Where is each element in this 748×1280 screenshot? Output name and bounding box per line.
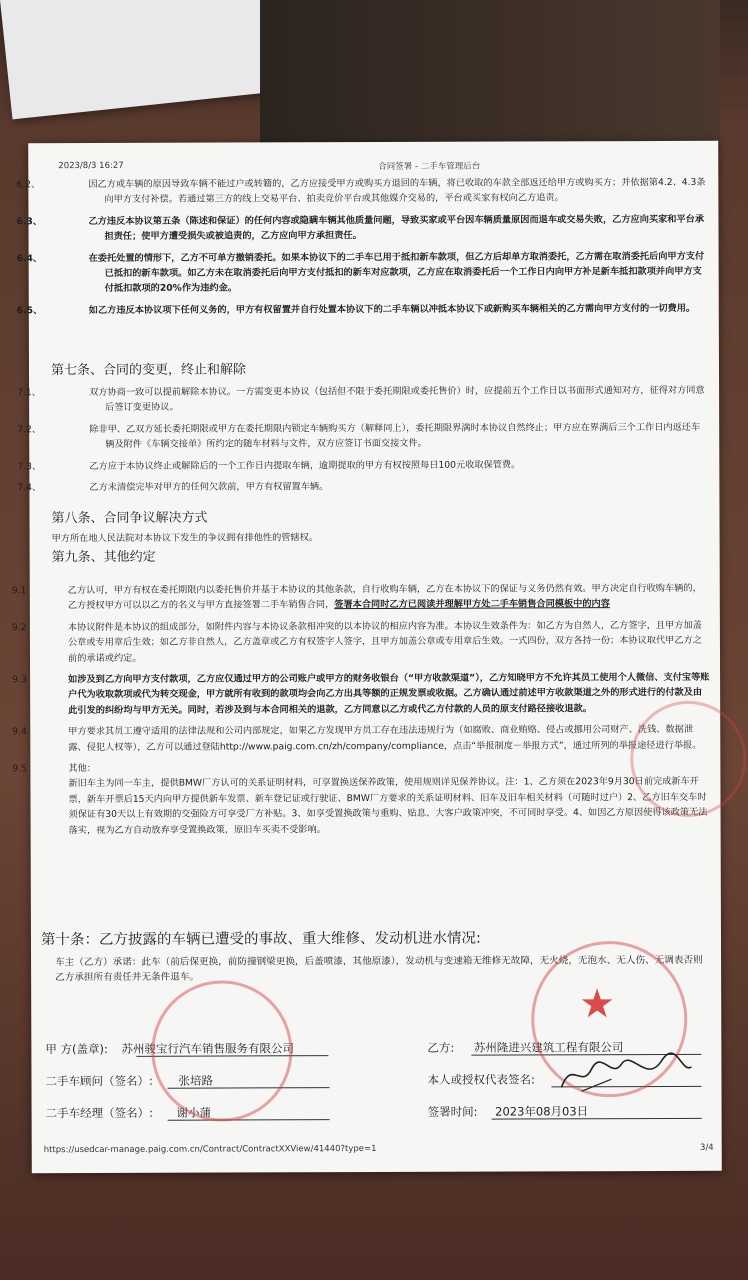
manager-label: 二手车经理（签名）: (45, 1105, 153, 1121)
seal-partial (630, 701, 746, 817)
contract-page (11, 141, 722, 1173)
party-b-value: 苏州隆进兴建筑工程有限公司 (473, 1040, 624, 1055)
clause-7-3: 7.3、 乙方应于本协议终止或解除后的一个工作日内提取车辆，逾期提取的甲方有权按照每日100元收取保管费。 (17, 459, 521, 472)
section-7-title: 第七条、合同的变更，终止和解除 (50, 362, 247, 379)
sign-time-row (428, 1103, 589, 1120)
clause-9-5-text: 新旧车主为同一车主，提供BMW厂方认可的关系证明材料，可享置换送保养政策，使用规则详见保养协议。注：1、乙方须在2023年9月30日前完成新车开票，新车开票后15天内向甲方提供新车发票、新车登记证或行驶证、BMW厂方要求的关系证明材料、旧车及旧车相关材料（可随时过户）2、乙方旧车交车时须保证有30天以上有效期的交强险方可享受厂方补贴。3、如享受置换政策与重购、贴息、大客户政策冲突，不可同时享受。4、如因乙方原因使得该政策无法落实，视为乙方自动放弃享受置换政策，原旧车买卖不受影响。 (68, 776, 708, 836)
clause-9-5: 9.5 其他： (12, 763, 96, 775)
advisor-label: 二手车顾问（签名）: (45, 1073, 153, 1089)
print-datetime: 2023/8/3 16:27 (58, 160, 124, 172)
section-8-text: 甲方所在地人民法院对本协议下发生的争议拥有排他性的管辖权。 (51, 532, 319, 545)
clause-9-2: 9.2 本协议附件是本协议的组成部分，如附件内容与本协议条款相冲突的以本协议的相应内容为准。本协议生效条件为：如乙方为自然人，乙方签字，且甲方加盖公章或专用章后生效；如乙方非自然人，乙方盖章或乙方有权签字人签字，且甲方加盖公章或专用章后生效。一式四份，双方各持一份；本协议取代甲乙方之前的承诺或约定。 (11, 619, 702, 664)
party-a-label: 甲 方(盖章): (45, 1041, 108, 1057)
manager-value: 谢小蒲 (176, 1105, 212, 1120)
rep-sign-label: 本人或授权代表签名: (427, 1072, 535, 1087)
clause-9-1: 9.1 乙方认可，甲方有权在委托期限内以委托售价并基于本协议的其他条款，自行收购车辆，乙方在本协议下的保证与义务仍然有效。甲方决定自行收购车辆的，乙方授权甲方可以以乙方的名义与甲方直接签署二手车销售合同，签署本合同时乙方已阅读并理解甲方处二手车销售合同模板中的内容 (11, 582, 702, 612)
clause-7-1: 7.1、 双方协商一致可以提前解除本协议。一方需变更本协议（包括但不限于委托期限或委托售价）时，应提前五个工作日以书面形式通知对方，征得对方同意后签订变更协议。 (17, 384, 705, 414)
section-7 (17, 359, 709, 496)
company-seal-a (151, 980, 292, 1121)
sign-time-label: 签署时间: (427, 1104, 478, 1119)
advisor-value: 张培路 (178, 1073, 214, 1088)
seal-star-icon: ★ (579, 981, 616, 1028)
clause-6-2: 6.2、 因乙方或车辆的原因导致车辆不能过户或转籍的，乙方应接受甲方或购买方退回的车辆，将已收取的车款全部返还给甲方或购买方；并依据第4.2、4.3条向甲方支付补偿。若通过第三方的线上交易平台、拍卖竞价平台或其他媒介交易的，平台或买家有权向乙方追责。 (16, 176, 706, 206)
clause-6-3: 6.3、 乙方违反本协议第五条（陈述和保证）的任何内容或隐瞒车辆其他质量问题，导致买家或平台因车辆质量原因而退车或交易失败，乙方应向买家和平台承担责任；使甲方遭受损失或被追责的，乙方应向甲方承担责任。 (16, 213, 705, 243)
section-10-title: 第十条：乙方披露的车辆已遭受的事故、重大维修、发动机进水情况: (40, 930, 481, 949)
clause-9-1-emphasis: 签署本合同时乙方已阅读并理解甲方处二手车销售合同模板中的内容 (334, 598, 610, 611)
rep-sign-row (427, 1071, 534, 1087)
section-9 (11, 581, 711, 838)
clause-6-4: 6.4、 在委托处置的情形下，乙方不可单方撤销委托。如果本协议下的二手车已用于抵扣新车款项，但乙方后却单方取消委托，乙方需在取消委托后向甲方支付已抵扣的新车款项。如乙方未在取消委托后向甲方支付抵扣的新车对应款项，乙方应在取消委托后一个工作日内向甲方补足新车抵扣款项并向甲方支付抵扣款项的20%作为违约金。 (16, 250, 705, 295)
sign-time-value: 2023年08月03日 (495, 1104, 589, 1119)
table-surface (260, 0, 720, 150)
clause-9-3: 9.3 如涉及到乙方向甲方支付款项，乙方应仅通过甲方的公司账户或甲方的财务收银台（“甲方收款渠道”），乙方知晓甲方不允许其员工使用个人微信、支付宝等账户代为收取款项或代为转交现金，甲方就所有收到的款项均会向乙方出具等额的正规发票或收据。乙方确认通过前述甲方收款渠道之外的形式进行的付款及由此引发的纠纷均与甲方无关。同时，若涉及到与本合同相关的退款，乙方同意以乙方或代乙方付款的人员的原支付路径接收退款。 (12, 671, 710, 716)
clause-9-4: 9.4 甲方要求其员工遵守适用的法律法规和公司内部规定，如果乙方发现甲方员工存在违法违规行为（如腐败、商业贿赂、侵占或挪用公司财产、洗钱、数据泄露、侵犯人权等），乙方可以通过登陆http://www.paig.com.cn/zh/company/compliance，点击“举报制度－举报方式”，通过所列的举报途径进行举报。 (12, 724, 702, 753)
clause-7-4: 7.4、 乙方未清偿完毕对甲方的任何欠款前，甲方有权留置车辆。 (17, 481, 329, 494)
print-header (58, 159, 698, 172)
section-10-text: 车主（乙方）承诺：此车（前后保更换，前防撞钢梁更换，后盖喷漆，其他原漆），发动机与变速箱无维修无故障，无火烧，无泡水、无人伤、无调表否则乙方承担所有责任并无条件退车。 (55, 954, 703, 984)
clause-7-2: 7.2、 除非甲、乙双方延长委托期限或甲方在委托期限内锁定车辆购买方（解释同上），委托期限界满时本协议自然终止；甲方应在界满后三个工作日内返还车辆及附件《车辆交接单》所约定的随车材料与文件，双方应签订书面交接文件。 (17, 421, 701, 451)
footer-page-number: 3/4 (700, 1142, 714, 1153)
manager-underline (168, 1119, 330, 1121)
section-6-items (16, 175, 708, 319)
section-8 (51, 507, 709, 569)
party-b-label: 乙方: (427, 1040, 455, 1055)
section-8-title: 第八条、合同争议解决方式 (51, 510, 208, 527)
print-title: 合同签署 - 二手车管理后台 (378, 161, 481, 172)
clause-6-5: 6.5、 如乙方违反本协议项下任何义务的，甲方有权留置并自行处置本协议下的二手车辆以冲抵本协议下或新购买车辆相关的乙方需向甲方支付的一切费用。 (16, 302, 696, 317)
footer-url: https://usedcar-manage.paig.com.cn/Contract/ContractXXView/41440?type=1 (43, 1143, 377, 1156)
party-a-value: 苏州骏宝行汽车销售服务有限公司 (121, 1041, 295, 1056)
handwritten-signature (551, 1049, 701, 1100)
section-9-title: 第九条、其他约定 (51, 550, 156, 566)
time-underline (492, 1118, 702, 1120)
